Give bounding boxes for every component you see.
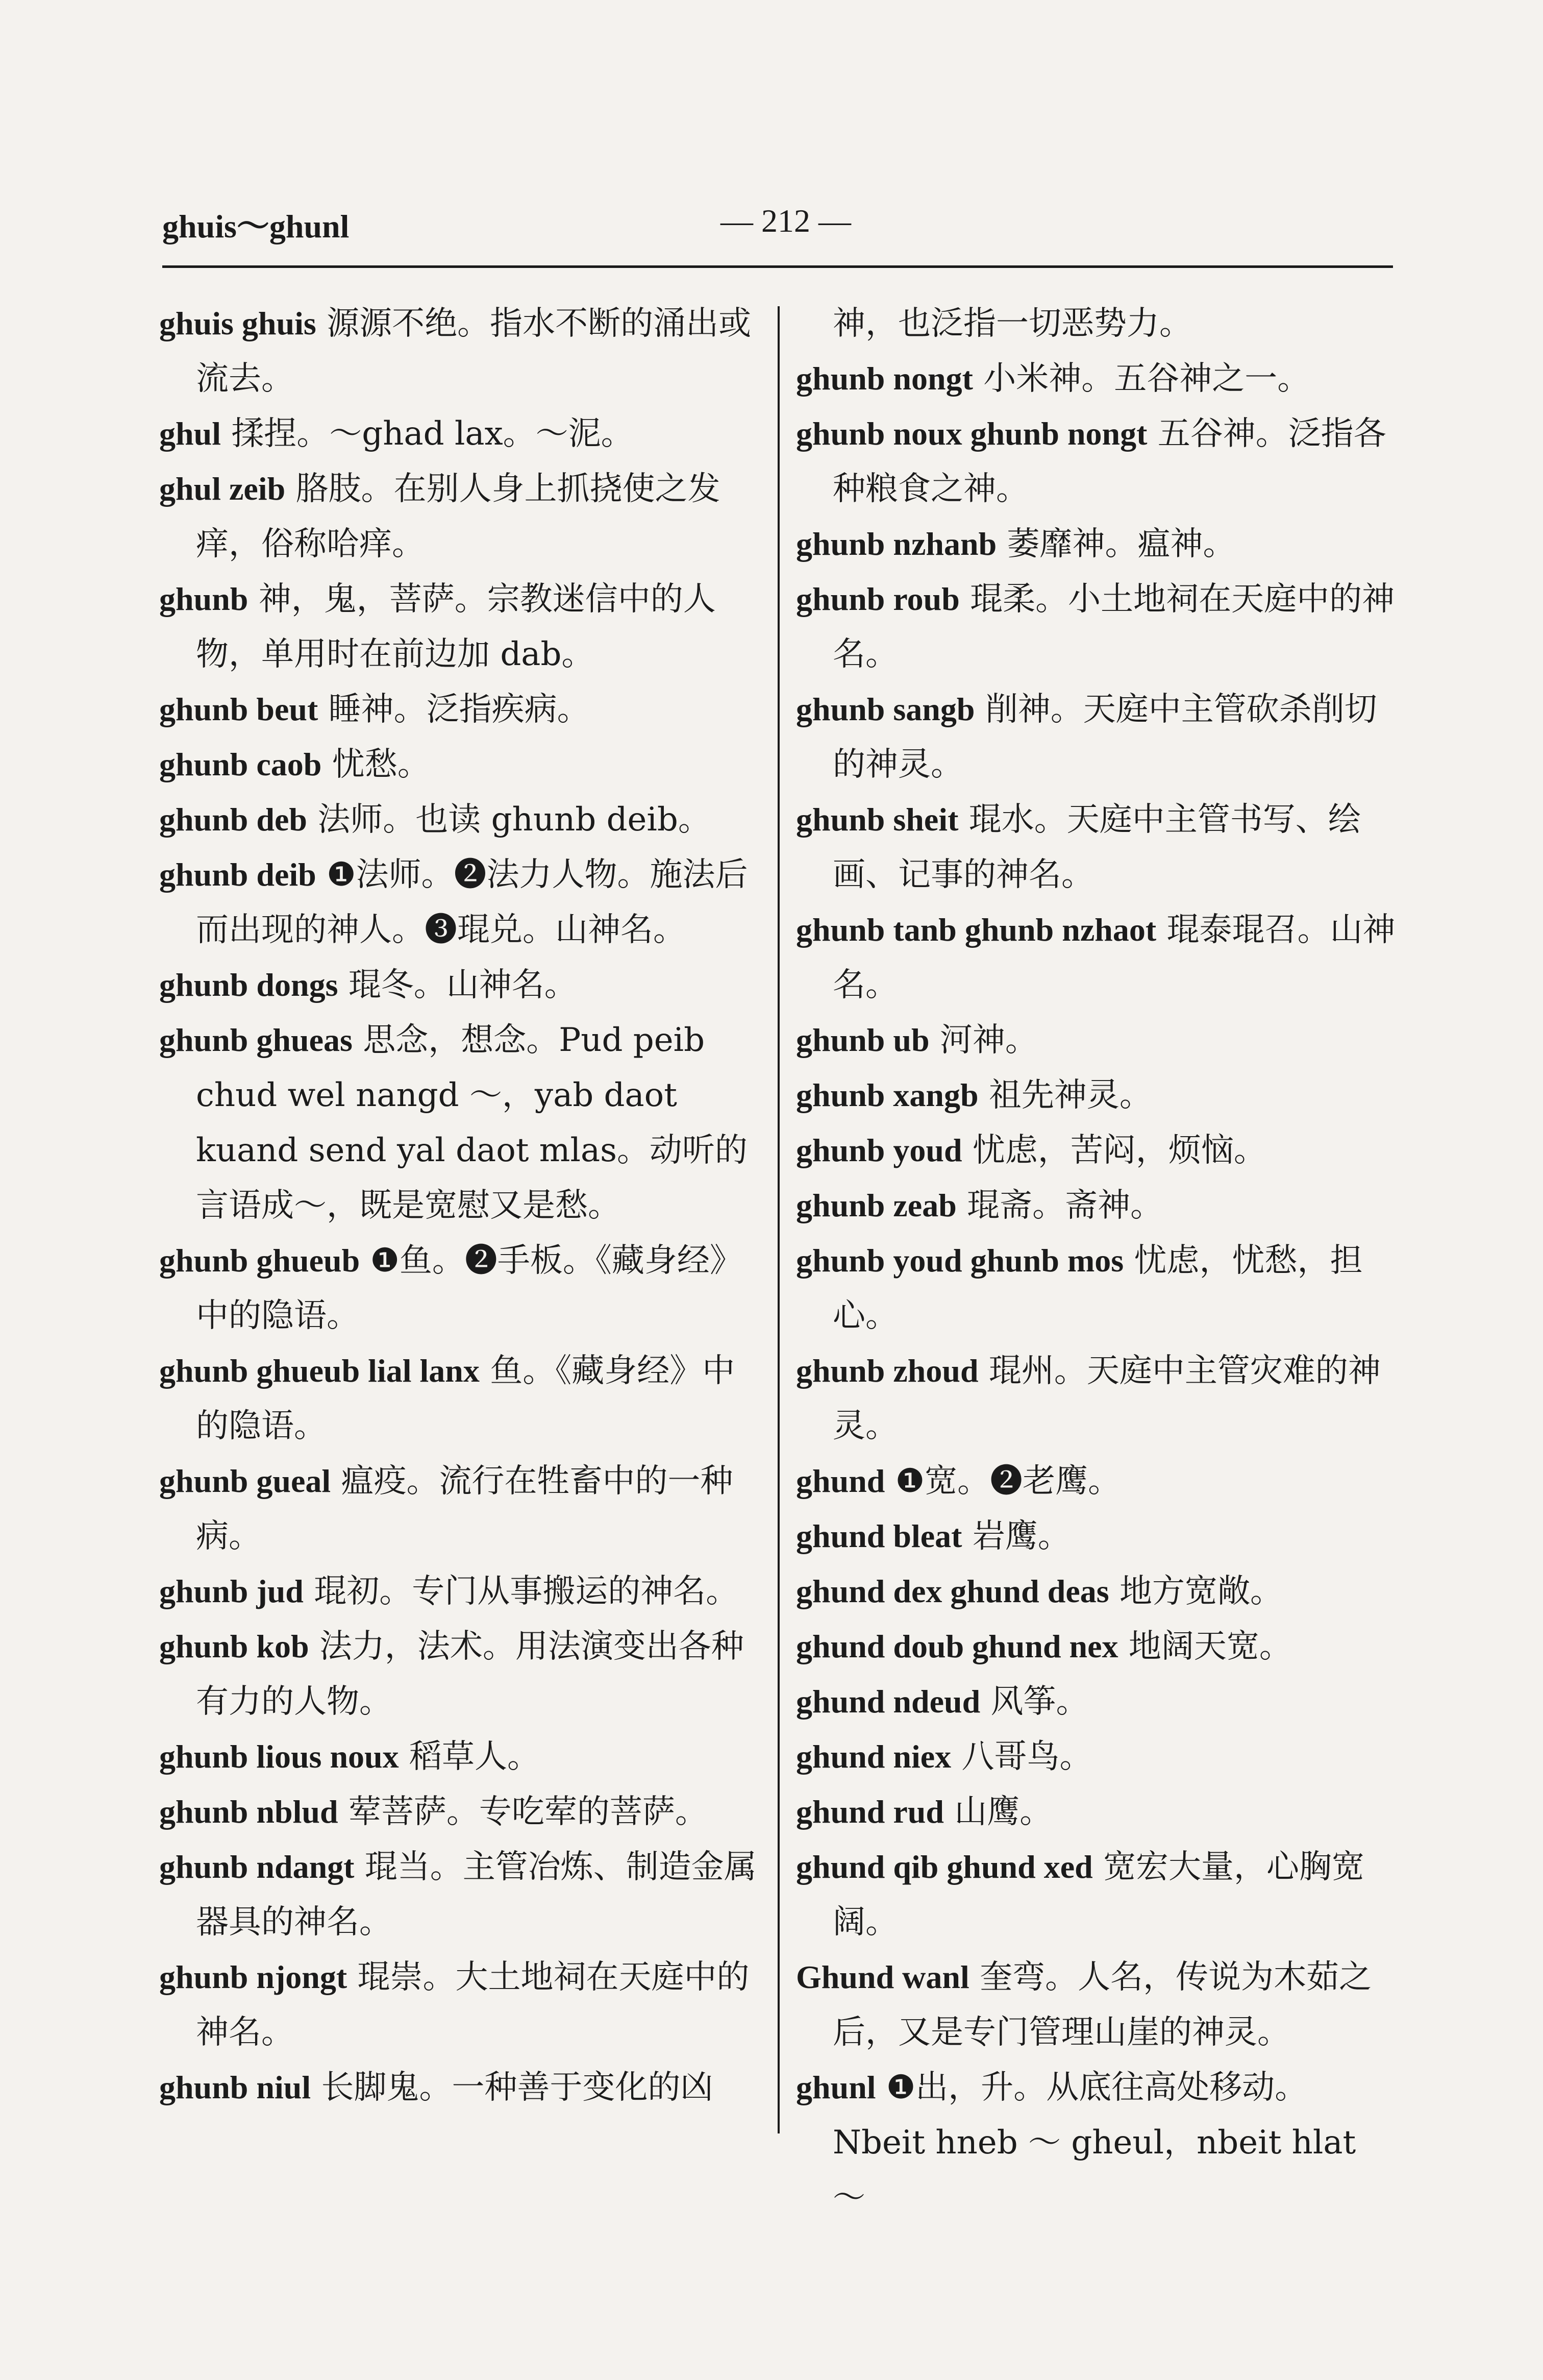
entry-headword: ghunb sangb xyxy=(796,691,975,727)
dictionary-entry xyxy=(796,1454,1398,1509)
continued-example: Nbeit hneb ～ gheul，nbeit hlat ～ xyxy=(833,2124,1356,2217)
entry-definition: 祖先神灵。 xyxy=(988,1076,1152,1114)
dictionary-entry xyxy=(796,1784,1398,1839)
entry-definition: 小米神。五谷神之一。 xyxy=(983,360,1310,398)
dictionary-entry xyxy=(796,1178,1398,1233)
entry-headword: ghunb nzhanb xyxy=(796,526,997,562)
entry-definition: 琨柔。小土地祠在天庭中的神名。 xyxy=(833,580,1395,673)
dictionary-entry xyxy=(159,737,761,792)
entry-definition: 琨水。天庭中主管书写、绘画、记事的神名。 xyxy=(833,801,1361,894)
entry-headword: ghunb ub xyxy=(796,1022,930,1058)
dictionary-entry xyxy=(159,792,761,847)
dictionary-entry xyxy=(159,1839,761,1950)
header-rule xyxy=(162,265,1393,268)
entry-definition: 瘟疫。流行在牲畜中的一种病。 xyxy=(196,1462,733,1555)
entry-definition: 地阔天宽。 xyxy=(1128,1628,1292,1665)
entry-headword: ghunb deb xyxy=(159,801,307,838)
entry-definition: 地方宽敞。 xyxy=(1119,1573,1283,1610)
dictionary-entry xyxy=(796,406,1398,517)
entry-headword: ghund ndeud xyxy=(796,1683,981,1720)
dictionary-entry xyxy=(796,351,1398,406)
dictionary-entry xyxy=(796,1343,1398,1454)
entry-definition: 忧虑，苦闷，烦恼。 xyxy=(972,1132,1266,1169)
dictionary-entry xyxy=(159,461,761,572)
dictionary-entry xyxy=(796,1839,1398,1950)
entry-headword: ghunb ndangt xyxy=(159,1849,355,1885)
dictionary-entry xyxy=(796,517,1398,572)
continued-definition: 神，也泛指一切恶势力。 xyxy=(833,305,1192,342)
entry-headword: ghunb noux ghunb nongt xyxy=(796,415,1148,452)
dictionary-entry xyxy=(159,406,761,461)
entry-headword: ghunl xyxy=(796,2069,876,2105)
running-head-guide-words: ghuis～ghunl xyxy=(162,208,350,244)
dictionary-entry xyxy=(796,902,1398,1013)
entry-headword: ghunb ghueub lial lanx xyxy=(159,1353,480,1389)
entry-definition: 岩鹰。 xyxy=(972,1517,1071,1555)
entry-definition: 神，鬼，菩萨。宗教迷信中的人物，单用时在前边加 dab。 xyxy=(196,580,716,673)
entry-headword: ghunb dongs xyxy=(159,967,338,1003)
entry-definition: 忧愁。 xyxy=(332,746,430,783)
entry-definition: 琨当。主管冶炼、制造金属器具的神名。 xyxy=(196,1848,757,1941)
entry-headword: ghunb xyxy=(159,581,248,617)
entry-definition: 五谷神。泛指各种粮食之神。 xyxy=(833,415,1386,508)
entry-definition: 琨崇。大土地祠在天庭中的神名。 xyxy=(196,1958,750,2051)
entry-definition: 琨州。天庭中主管灾难的神灵。 xyxy=(833,1352,1381,1445)
dictionary-entry xyxy=(159,1729,761,1784)
dictionary-entry xyxy=(796,1509,1398,1564)
dictionary-entry xyxy=(159,682,761,737)
dictionary-entry xyxy=(159,1564,761,1619)
entry-headword: ghunb njongt xyxy=(159,1959,347,1995)
entry-headword: ghund doub ghund nex xyxy=(796,1628,1118,1664)
dictionary-entry xyxy=(159,958,761,1013)
entry-definition: 源源不绝。指水不断的涌出或流去。 xyxy=(196,305,752,398)
entry-headword: ghunb ghueas xyxy=(159,1022,353,1058)
dictionary-entry xyxy=(159,2060,761,2115)
entry-headword: ghunb sheit xyxy=(796,801,959,838)
entry-headword: ghunb roub xyxy=(796,581,960,617)
dictionary-entry xyxy=(796,1013,1398,1068)
entry-definition: 稻草人。 xyxy=(409,1738,540,1776)
entry-definition: 揉捏。～ghad lax。～泥。 xyxy=(231,415,634,453)
entry-headword: ghunb nongt xyxy=(796,360,973,397)
dictionary-entry xyxy=(159,296,761,406)
entry-definition: ❶法师。❷法力人物。施法后而出现的神人。❸琨兑。山神名。 xyxy=(196,856,748,949)
entry-headword: ghund qib ghund xed xyxy=(796,1849,1093,1885)
entry-definition: ❶鱼。❷手板。《藏身经》中的隐语。 xyxy=(196,1242,742,1335)
entry-headword: ghuis ghuis xyxy=(159,305,316,341)
entry-definition: 琨泰琨召。山神名。 xyxy=(833,911,1396,1004)
entry-headword: ghunb nblud xyxy=(159,1794,338,1830)
dictionary-entry xyxy=(796,1123,1398,1178)
entry-definition: 长脚鬼。一种善于变化的凶 xyxy=(321,2069,713,2106)
dictionary-entry xyxy=(796,1729,1398,1784)
entry-definition: 忧虑，忧愁，担心。 xyxy=(833,1242,1363,1335)
dictionary-entry xyxy=(796,1619,1398,1674)
column-divider xyxy=(778,306,780,2133)
entry-definition: 法力，法术。用法演变出各种有力的人物。 xyxy=(196,1628,744,1721)
dictionary-entry xyxy=(159,1013,761,1233)
entry-headword: ghunb tanb ghunb nzhaot xyxy=(796,912,1157,948)
entry-headword: ghund rud xyxy=(796,1794,944,1830)
entry-headword: ghund xyxy=(796,1463,885,1499)
dictionary-entry xyxy=(159,1343,761,1454)
entry-definition: 萎靡神。瘟神。 xyxy=(1007,525,1236,563)
entry-definition: 琨初。专门从事搬运的神名。 xyxy=(314,1573,739,1610)
entry-definition: ❶出，升。从底往高处移动。 xyxy=(886,2069,1308,2106)
entry-headword: ghunb caob xyxy=(159,746,322,782)
entry-headword: ghunb youd ghunb mos xyxy=(796,1242,1124,1279)
entry-headword: ghunb kob xyxy=(159,1628,309,1664)
dictionary-entry xyxy=(796,1564,1398,1619)
entry-headword: ghunb gueal xyxy=(159,1463,331,1499)
entry-definition: 琨冬。山神名。 xyxy=(348,966,577,1004)
entry-definition: ❶宽。❷老鹰。 xyxy=(895,1462,1121,1500)
dictionary-entry xyxy=(159,1619,761,1729)
entry-headword: ghunb zeab xyxy=(796,1187,957,1223)
dictionary-entry xyxy=(796,1068,1398,1123)
entry-headword: Ghund wanl xyxy=(796,1959,969,1995)
entry-headword: ghul zeib xyxy=(159,471,286,507)
entry-definition: 琨斋。斋神。 xyxy=(967,1187,1163,1224)
entry-headword: ghul xyxy=(159,415,221,452)
page-number: — 212 — xyxy=(720,203,851,239)
dictionary-entry xyxy=(796,1233,1398,1343)
entry-definition: 风筝。 xyxy=(990,1683,1089,1721)
dictionary-entry xyxy=(159,847,761,958)
entry-definition: 奎弯。人名，传说为木茹之后，又是专门管理山崖的神灵。 xyxy=(833,1958,1372,2051)
entry-headword: ghunb lious noux xyxy=(159,1738,399,1775)
dictionary-entry xyxy=(796,1950,1398,2060)
entry-headword: ghunb youd xyxy=(796,1132,962,1168)
entry-definition: 胳肢。在别人身上抓挠使之发痒，俗称哈痒。 xyxy=(196,470,720,563)
right-column xyxy=(796,296,1398,2225)
dictionary-entry xyxy=(159,1233,761,1343)
entry-definition: 河神。 xyxy=(939,1021,1038,1059)
entry-headword: ghund dex ghund deas xyxy=(796,1573,1109,1609)
entry-definition: 八哥鸟。 xyxy=(961,1738,1092,1776)
entry-headword: ghunb zhoud xyxy=(796,1353,979,1389)
entry-definition: 削神。天庭中主管砍杀削切的神灵。 xyxy=(833,691,1377,783)
dictionary-entry xyxy=(159,1454,761,1564)
entry-definition: 山鹰。 xyxy=(954,1793,1053,1831)
dictionary-entry xyxy=(159,1784,761,1839)
dictionary-entry xyxy=(796,682,1398,792)
dictionary-entry xyxy=(796,1674,1398,1729)
dictionary-entry xyxy=(159,1950,761,2060)
entry-definition: 鱼。《藏身经》中的隐语。 xyxy=(196,1352,735,1445)
entry-headword: ghunb jud xyxy=(159,1573,304,1609)
entry-definition: 宽宏大量，心胸宽阔。 xyxy=(833,1848,1365,1941)
entry-definition: 法师。也读 ghunb deib。 xyxy=(317,801,711,839)
left-column xyxy=(159,296,761,2115)
entry-headword: ghund niex xyxy=(796,1738,952,1775)
dictionary-entry xyxy=(796,792,1398,902)
dictionary-entry xyxy=(159,572,761,682)
dictionary-entry xyxy=(796,572,1398,682)
entry-headword: ghunb beut xyxy=(159,691,318,727)
entry-definition: 思念，想念。Pud peib chud wel nangd ～，yab daot kuand send yal daot mlas。动听的言语成～，既是宽慰又是愁。 xyxy=(196,1021,748,1224)
entry-definition: 睡神。泛指疾病。 xyxy=(328,691,590,728)
entry-headword: ghunb xangb xyxy=(796,1077,979,1113)
entry-headword: ghunb deib xyxy=(159,856,316,893)
entry-headword: ghund bleat xyxy=(796,1518,962,1554)
entry-definition: 荤菩萨。专吃荤的菩萨。 xyxy=(348,1793,708,1831)
entry-headword: ghunb niul xyxy=(159,2069,311,2105)
entry-headword: ghunb ghueub xyxy=(159,1242,360,1279)
dictionary-entry xyxy=(796,2060,1398,2115)
